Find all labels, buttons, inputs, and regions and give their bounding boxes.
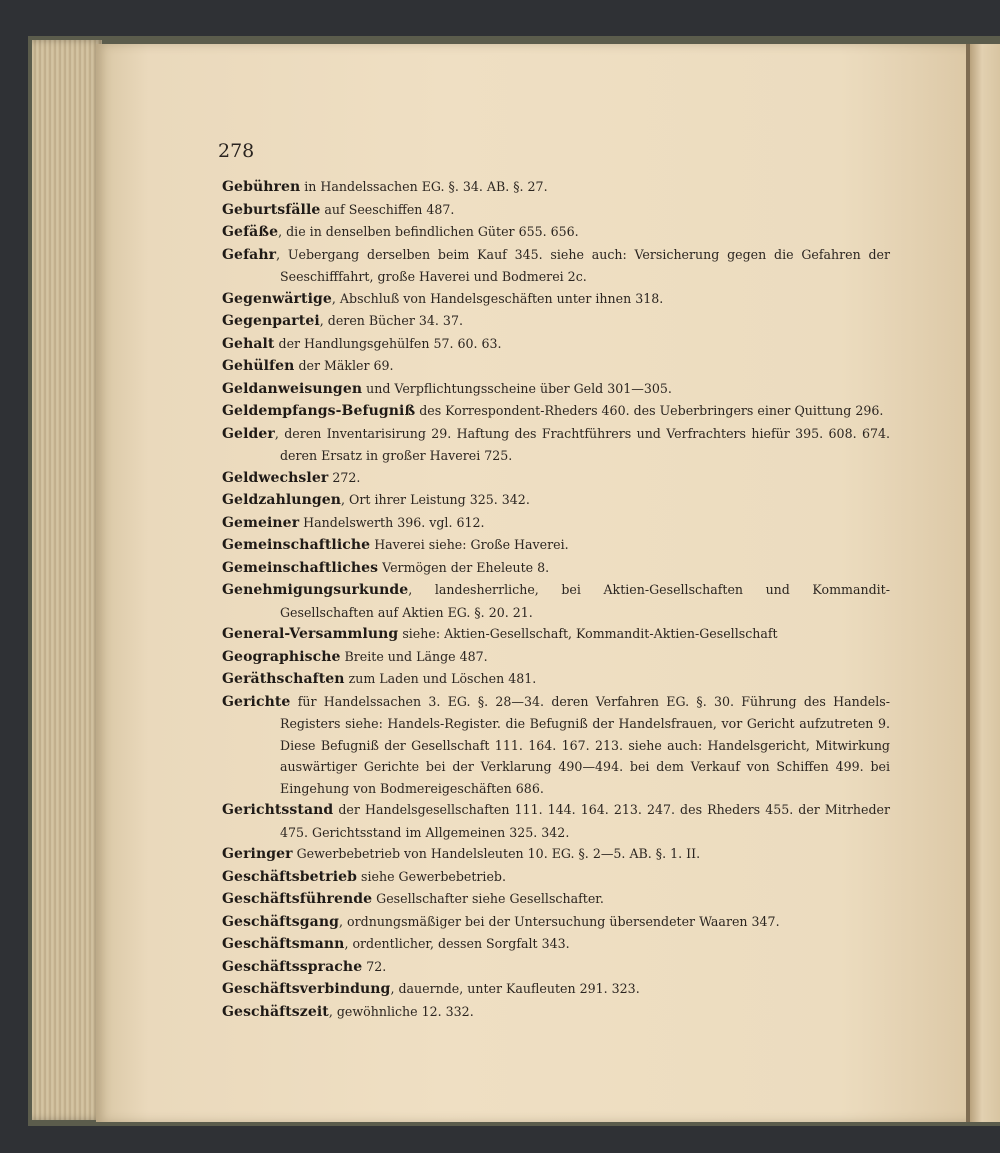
index-entry	[222, 978, 890, 1001]
index-text: Haverei siehe: Große Haverei.	[370, 537, 569, 552]
index-text: und Verpflichtungsscheine über Geld 301—305.	[362, 380, 672, 396]
index-entry	[222, 467, 890, 490]
index-text: Handelswerth 396. vgl. 612.	[299, 514, 485, 530]
index-entry	[222, 933, 890, 956]
index-text: in Handelssachen EG. §. 34. AB. §. 27.	[300, 179, 548, 194]
index-text: , Uebergang derselben beim Kauf 345. siehe auch: Versicherung gegen die Gefahren der Seeschifffahrt, große Haverei und Bodmerei 2c.	[276, 246, 890, 284]
index-text: auf Seeschiffen 487.	[320, 201, 455, 217]
index-entry	[222, 843, 890, 866]
index-text: , ordnungsmäßiger bei der Untersuchung übersendeter Waaren 347.	[339, 913, 780, 929]
index-term: Geschäftsmann	[222, 936, 345, 952]
index-entry	[222, 956, 890, 979]
index-term: Geschäftszeit	[222, 1003, 329, 1020]
index-entry	[222, 668, 890, 691]
index-term: Gehalt	[222, 335, 275, 352]
index-text: des Korrespondent-Rheders 460. des Ueberbringers einer Quittung 296.	[415, 403, 884, 418]
index-text: Gesellschafter siehe Gesellschafter.	[372, 891, 604, 906]
index-term: Geldempfangs-Befugniß	[222, 403, 416, 419]
index-text: , Ort ihrer Leistung 325. 342.	[341, 492, 530, 507]
index-entry	[222, 512, 890, 535]
index-entry	[222, 579, 890, 623]
index-text: , ordentlicher, dessen Sorgfalt 343.	[344, 936, 570, 951]
index-term: Geldwechsler	[222, 469, 329, 486]
index-list	[222, 176, 890, 1023]
index-term: Gegenwärtige	[222, 290, 332, 307]
index-term: Geschäftsführende	[222, 891, 373, 907]
index-text: siehe: Aktien-Gesellschaft, Kommandit-Aktien-Gesellschaft	[398, 626, 778, 641]
index-entry	[222, 423, 890, 467]
index-term: Geldzahlungen	[222, 492, 342, 508]
index-term: Geräthschaften	[222, 671, 345, 687]
index-entry	[222, 378, 890, 401]
index-text: , landesherrliche, bei Aktien-Gesellschaften und Kommandit-Gesellschaften auf Aktien EG. §. 20. 21.	[280, 582, 890, 620]
index-entry	[222, 623, 890, 646]
index-text: 72.	[362, 958, 387, 974]
index-text: , deren Bücher 34. 37.	[319, 313, 463, 328]
index-entry	[222, 199, 890, 222]
index-entry	[222, 911, 890, 934]
index-entry	[222, 244, 890, 288]
next-page-edge	[970, 44, 1000, 1122]
index-term: Geographische	[222, 648, 341, 665]
index-text: , dauernde, unter Kaufleuten 291. 323.	[390, 981, 640, 996]
index-entry	[222, 221, 890, 244]
index-term: Geschäftsbetrieb	[222, 868, 358, 885]
index-term: Geschäftsverbindung	[222, 981, 391, 997]
index-term: Genehmigungsurkunde	[222, 582, 409, 598]
index-entry	[222, 333, 890, 356]
index-term: Gemeinschaftliche	[222, 537, 371, 553]
index-term: Geburtsfälle	[222, 201, 321, 218]
index-text: , Abschluß von Handelsgeschäften unter ihnen 318.	[331, 290, 664, 306]
index-text: 272.	[328, 469, 361, 485]
index-entry	[222, 557, 890, 580]
index-term: Gefäße	[222, 224, 279, 240]
index-text: zum Laden und Löschen 481.	[344, 671, 537, 686]
index-entry	[222, 400, 890, 423]
index-entry	[222, 866, 890, 889]
page-number: 278	[218, 140, 255, 162]
index-text: der Handelsgesellschaften 111. 144. 164. 213. 247. des Rheders 455. der Mitrheder 475. Gerichtsstand im Allgemeinen 325. 342.	[280, 802, 890, 840]
index-entry	[222, 534, 890, 557]
index-term: Gefahr	[222, 246, 277, 263]
index-term: Gebühren	[222, 179, 301, 195]
index-term: General-Versammlung	[222, 626, 399, 642]
index-entry	[222, 691, 890, 800]
index-term: Gehülfen	[222, 358, 295, 374]
index-entry	[222, 489, 890, 512]
index-term: Gegenpartei	[222, 313, 320, 329]
index-text: für Handelssachen 3. EG. §. 28—34. deren Verfahren EG. §. 30. Führung des Handels-Registers siehe: Handels-Register. die Befugniß der Handelsfrauen, vor Gericht aufzutreten 9. Diese Befugniß der Gesellschaft 111. 164. 167. 213. siehe auch: Handelsgericht, Mitwirkung auswärtiger Gerichte bei der Verklarung 490—494. bei dem Verkauf von Schiffen 499. bei Eingehung von Bodmereigeschäften 686.	[280, 693, 890, 796]
index-text: , gewöhnliche 12. 332.	[328, 1003, 474, 1019]
index-term: Gerichte	[222, 693, 291, 710]
index-term: Gerichtsstand	[222, 802, 334, 818]
index-term: Geschäftssprache	[222, 958, 363, 975]
page-edges	[32, 40, 102, 1120]
index-entry	[222, 646, 890, 669]
index-entry	[222, 1001, 890, 1024]
index-term: Gemeinschaftliches	[222, 559, 379, 576]
index-entry	[222, 355, 890, 378]
index-entry	[222, 310, 890, 333]
index-entry	[222, 888, 890, 911]
index-text: siehe Gewerbebetrieb.	[357, 868, 506, 884]
index-term: Geldanweisungen	[222, 380, 363, 397]
index-text: der Handlungsgehülfen 57. 60. 63.	[274, 335, 502, 351]
index-text: , die in denselben befindlichen Güter 655. 656.	[278, 224, 579, 239]
index-term: Gelder	[222, 425, 275, 442]
index-text: Gewerbebetrieb von Handelsleuten 10. EG. §. 2—5. AB. §. 1. II.	[292, 846, 701, 861]
index-entry	[222, 799, 890, 843]
index-text: Breite und Länge 487.	[340, 648, 488, 664]
index-entry	[222, 176, 890, 199]
index-term: Gemeiner	[222, 514, 300, 531]
index-term: Geschäftsgang	[222, 913, 340, 930]
index-term: Geringer	[222, 846, 293, 862]
index-text: der Mäkler 69.	[294, 358, 394, 373]
index-text: Vermögen der Eheleute 8.	[378, 559, 550, 575]
index-text: , deren Inventarisirung 29. Haftung des Frachtführers und Verfrachters hiefür 395. 608. 674. deren Ersatz in großer Haverei 725.	[274, 425, 890, 463]
index-entry	[222, 288, 890, 311]
